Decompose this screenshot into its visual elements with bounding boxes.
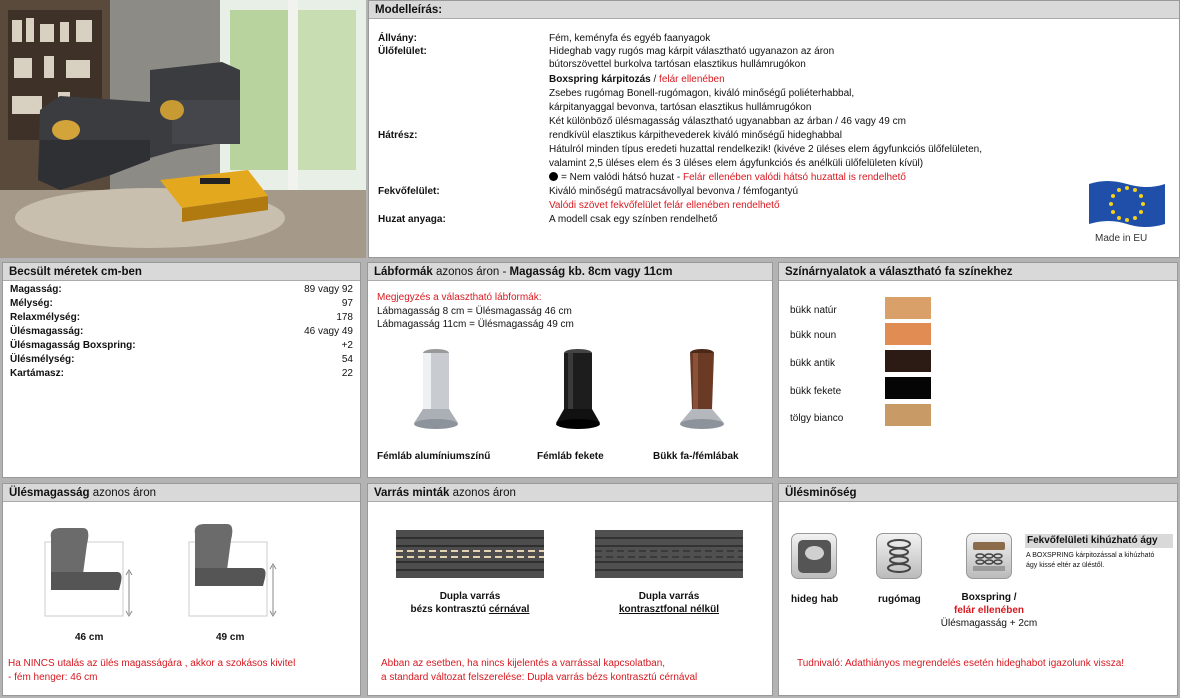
boxspring-text-3: Két különböző ülésmagasság választható ugyanabban az árban / 46 vagy 49 cm [549,116,906,127]
color-label: bükk noun [790,330,837,341]
dim-value: 22 [341,368,353,379]
dimensions-panel [2,262,361,478]
dim-value: 89 vagy 92 [304,284,353,295]
seat-height-header: Ülésmagasság azonos áron [3,484,360,502]
legs-note-1: Lábmagasság 8 cm = Ülésmagasság 46 cm [377,306,572,317]
row-value-seat-1: Hideghab vagy rugós mag kárpit választható ugyanazon az áron [549,46,835,57]
stitch-note-1: Abban az esetben, ha nincs kijelentés a varrással kapcsolatban, [381,658,666,669]
row-value-back-3: valamint 2,5 üléses elem és 3 üléses elem ágyfunkciós és anélküli ülőfelületen kívül) [549,158,924,169]
pullout-bed-title: Fekvőfelületi kihúzható ágy [1025,534,1173,548]
spring-core-icon [876,533,922,579]
seat-49-image [187,524,287,624]
row-label-back: Hátrész: [378,130,418,141]
seat-height-label: 46 cm [75,632,104,643]
color-label: tölgy bianco [790,413,844,424]
quality-label: hideg hab [791,594,839,605]
leg-black-image [548,347,608,433]
leg-label: Fémláb fekete [537,451,604,462]
legs-note-title: Megjegyzés a választható lábformák: [377,292,542,303]
color-swatch [885,350,931,372]
eu-flag-icon [1087,176,1167,232]
color-swatch [885,404,931,426]
seat-46-image [43,524,143,624]
seat-quality-header: Ülésminőség [779,484,1177,502]
row-value-bed: Kiváló minőségű matracsávollyal bevonva / fémfogantyú [549,186,799,197]
seat-height-panel [2,483,361,696]
boxspring-line: Boxspring kárpitozás / felár ellenében [549,74,725,85]
seat-quality-panel [778,483,1178,696]
back-cover-note: = Nem valódi hátsó huzat - Felár ellenében valódi hátsó huzattal is rendelhető [549,172,906,184]
color-swatch [885,377,931,399]
row-value-seat-2: bútorszövettel burkolva tartósan elasztikus hullámrugókon [549,59,806,70]
dim-label: Ülésmagasság: [10,326,84,337]
leg-label: Fémláb alumíniumszínű [377,451,491,462]
color-label: bükk natúr [790,305,837,316]
dim-label: Kartámasz: [10,368,64,379]
model-description-panel [368,0,1180,258]
stitch-label-2b: kontrasztfonal nélkül [618,604,719,615]
row-value-back-1: rendkívül elasztikus kárpithevederek kiváló minőségű hideghabbal [549,130,842,141]
leg-beech-image [672,347,732,433]
color-label: bükk antik [790,358,836,369]
row-label-seat: Ülőfelület: [378,46,427,57]
stitch-label-1b: bézs kontrasztú cérnával [410,604,530,615]
color-label: bükk fekete [790,386,842,397]
stitch-label-1: Dupla varrás [439,591,501,602]
dim-label: Relaxmélység: [10,312,81,323]
seat-height-label: 49 cm [216,632,245,643]
row-value-cover: A modell csak egy színben rendelhető [549,214,718,225]
pullout-bed-text-2: ágy kissé eltér az üléstől. [1026,562,1105,569]
legs-note-2: Lábmagasság 11cm = Ülésmagasság 49 cm [377,319,574,330]
quality-sub: Ülésmagasság + 2cm [940,618,1038,629]
legs-panel [367,262,773,478]
row-value-back-2: Hátulról minden típus eredeti huzattal rendelkezik! (kivéve 2 üléses elem ágyfunkciós ülőfelületen, [549,144,983,155]
row-value-frame: Fém, keményfa és egyéb faanyagok [549,33,711,44]
wood-colors-header: Színárnyalatok a választható fa színekhez [779,263,1177,281]
row-label-cover: Huzat anyaga: [378,214,446,225]
stitch-panel [367,483,773,696]
dim-value: +2 [341,340,353,351]
stitch-header: Varrás minták azonos áron [368,484,772,502]
dim-value: 54 [341,354,353,365]
row-value-bed-red: Valódi szövet fekvőfelület felár ellenében rendelhető [549,200,780,211]
dim-label: Ülésmélység: [10,354,75,365]
wood-colors-panel [778,262,1178,478]
seat-height-note-1: Ha NINCS utalás az ülés magasságára , akkor a szokásos kivitel [8,658,296,669]
cold-foam-icon [791,533,837,579]
row-label-bed: Fekvőfelület: [378,186,440,197]
pullout-bed-text-1: A BOXSPRING kárpitozással a kihúzható [1026,552,1155,559]
model-description-header: Modelleírás: [369,1,1179,19]
stitch-label-2: Dupla varrás [638,591,700,602]
dim-value: 46 vagy 49 [304,326,353,337]
stitch-note-2: a standard változat felszerelése: Dupla varrás bézs kontrasztú cérnával [381,672,698,683]
seat-height-note-2: - fém henger: 46 cm [8,672,98,683]
color-swatch [885,297,931,319]
row-label-frame: Állvány: [378,33,417,44]
dim-label: Mélység: [10,298,53,309]
legs-header: Lábformák azonos áron - Magasság kb. 8cm vagy 11cm [368,263,772,281]
color-swatch [885,323,931,345]
quality-label: Boxspring / [961,592,1017,603]
dim-value: 178 [336,312,353,323]
leg-label: Bükk fa-/fémlábak [653,451,739,462]
bullet-icon [549,172,558,181]
stitch-contrast-image [396,530,544,578]
dim-label: Magasság: [10,284,62,295]
dim-value: 97 [341,298,353,309]
boxspring-text-1: Zsebes rugómag Bonell-rugómagon, kiváló minőségű poliéterhabbal, [549,88,855,99]
dimensions-header: Becsült méretek cm-ben [3,263,360,281]
product-photo [0,0,366,258]
dim-label: Ülésmagasság Boxspring: [10,340,136,351]
quality-label-red: felár ellenében [953,605,1025,616]
quality-label: rugómag [878,594,921,605]
boxspring-text-2: kárpitanyaggal bevonva, tartósan elasztikus hullámrugókon [549,102,812,113]
stitch-plain-image [595,530,743,578]
made-in-eu-label: Made in EU [1095,233,1148,244]
boxspring-icon [966,533,1012,579]
leg-aluminium-image [406,347,466,433]
quality-note: Tudnivaló: Adathiányos megrendelés esetén hideghabot igazolunk vissza! [797,658,1125,669]
